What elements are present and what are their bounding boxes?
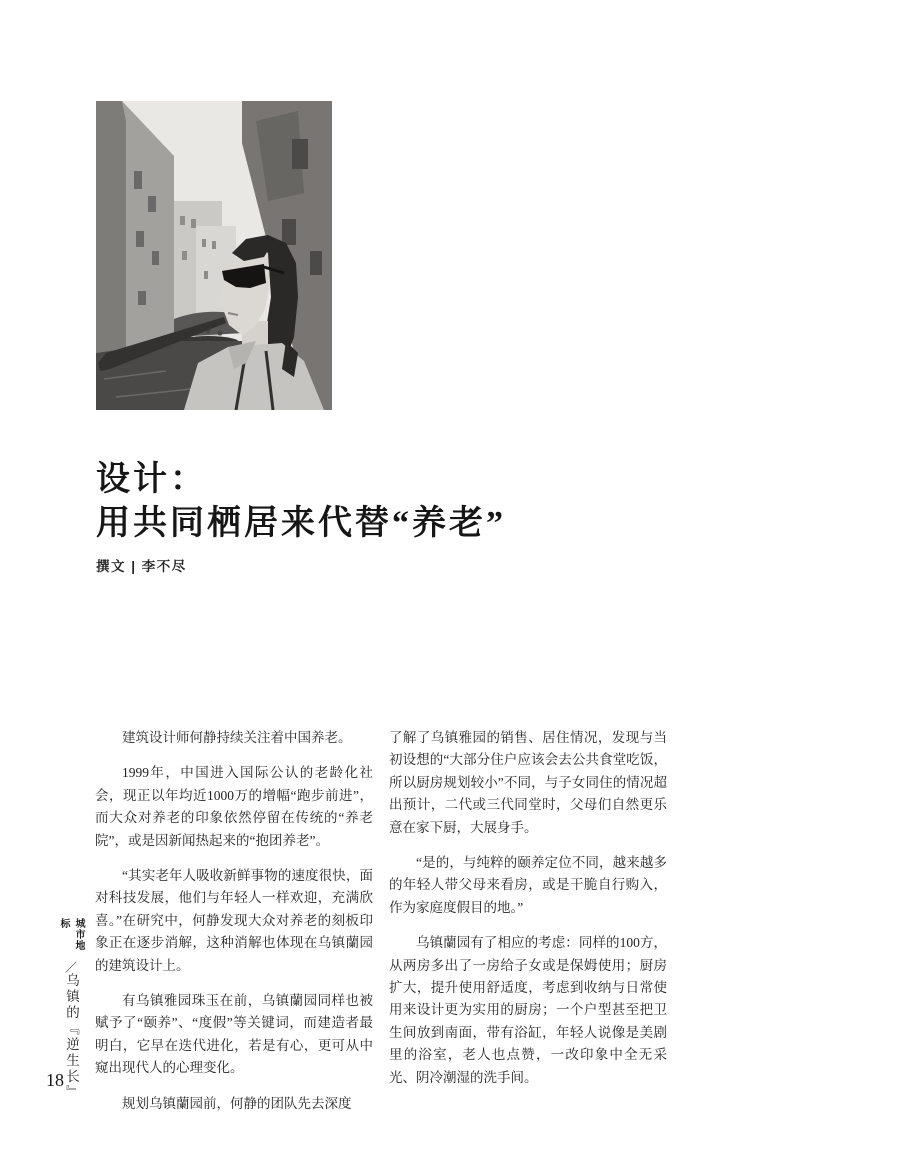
title-line-2: 用共同栖居来代替“养老” bbox=[96, 505, 506, 542]
body-paragraph: “是的，与纯粹的颐养定位不同，越来越多的年轻人带父母来看房，或是干脆自行购入，作为家庭度假目的地。” bbox=[389, 855, 667, 915]
left-column bbox=[95, 727, 373, 1115]
section-separator: ／ bbox=[63, 960, 78, 973]
body-paragraph: 乌镇蘭园有了相应的考虑：同样的100方，从两房多出了一房给子女或是保姆使用；厨房扩大，提升使用舒适度，考虑到收纳与日常使用来设计更为实用的厨房；一个户型甚至把卫生间放到南面，带有浴缸，年轻人说像是美剧里的浴室，老人也点赞，一改印象中全无采光、阴冷潮湿的洗手间。 bbox=[389, 935, 667, 1085]
body-paragraph: 了解了乌镇雅园的销售、居住情况，发现与当初设想的“大部分住户应该会去公共食堂吃饭，所以厨房规划较小”不同，与子女同住的情况超出预计，二代或三代同堂时，父母们自然更乐意在家下厨，大展身手。 bbox=[389, 730, 667, 835]
section-label: 城市地标 bbox=[58, 918, 84, 951]
body-paragraph: 规划乌镇蘭园前，何静的团队先去深度 bbox=[122, 1095, 352, 1111]
body-paragraph: “其实老年人吸收新鲜事物的速度很快，面对科技发展，他们与年轻人一样欢迎，充满欣喜。”在研究中，何静发现大众对养老的刻板印象正在逐步消解，这种消解也体现在乌镇蘭园的建筑设计上。 bbox=[95, 868, 373, 973]
title-line-1: 设计： bbox=[96, 461, 207, 498]
venice-canal-photo bbox=[96, 101, 332, 410]
body-paragraph: 1999年，中国进入国际公认的老龄化社会，现正以年均近1000万的增幅“跑步前进”，而大众对养老的印象依然停留在传统的“养老院”，或是因新闻热起来的“抱团养老”。 bbox=[95, 765, 373, 848]
byline: 撰文 | 李不尽 bbox=[96, 559, 187, 574]
section-article-title: 乌镇的『逆生长』 bbox=[64, 972, 79, 1101]
article-title bbox=[96, 458, 736, 546]
page-number: 18 bbox=[46, 1070, 64, 1090]
article-photo bbox=[96, 101, 332, 410]
article-header bbox=[96, 458, 736, 575]
body-paragraph: 建筑设计师何静持续关注着中国养老。 bbox=[122, 730, 352, 745]
right-column bbox=[389, 727, 667, 1115]
body-paragraph: 有乌镇雅园珠玉在前，乌镇蘭园同样也被赋予了“颐养”、“度假”等关键词，而建造者最明白，它早在迭代进化，若是有心，更可从中窥出现代人的心理变化。 bbox=[95, 993, 373, 1076]
article-body bbox=[95, 727, 667, 1115]
